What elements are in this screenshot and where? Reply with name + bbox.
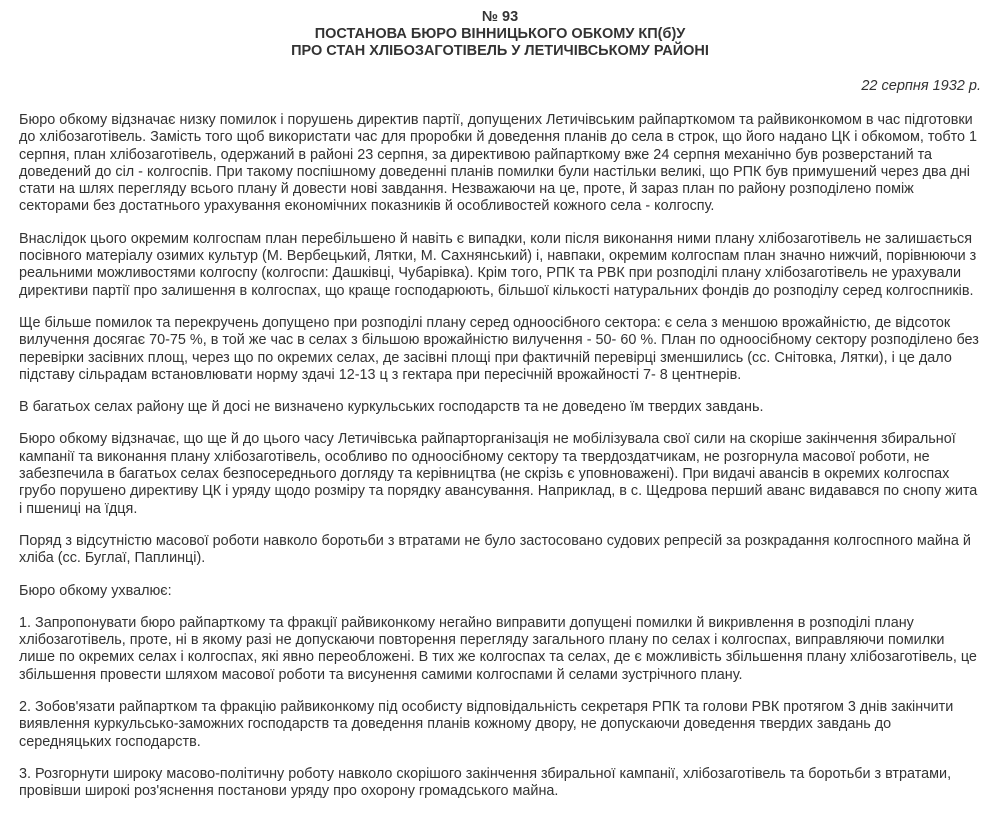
document-body xyxy=(19,112,981,801)
paragraph: Поряд з відсутністю масової роботи навколо боротьби з втратами не було застосовано судових репресій за розкрадання колгоспного майна й хліба (сс. Буглаї, Паплинці). xyxy=(19,532,971,567)
document-number: № 93 xyxy=(481,9,519,25)
paragraph: Внаслідок цього окремим колгоспам план перебільшено й навіть є випадки, коли після виконання ними плану хлібозаготівель не залишається посівного матеріалу озимих культур (М. Вербецький, Лятки, М. Сахнянський) і, навпаки, окремим колгоспам план значно нижчий, порівнюючи з реальними можливостями колгоспу (колгоспи: Дашківці, Чубарівка). Крім того, РПК та РВК при розподілі плану хлібозаготівель не урахували директиви партії про залишення в колгоспах, що краще господарюють, більшої кількості натуральних фондів до розподілу серед колгоспників. xyxy=(19,230,977,299)
document-date: 22 серпня 1932 р. xyxy=(861,78,981,94)
paragraph: 3. Розгорнути широку масово-політичну роботу навколо скорішого закінчення збиральної кампанії, хлібозаготівель та боротьби з втратами, провівши широкі роз'яснення постанови уряду про охорону громадського майна. xyxy=(19,765,952,800)
paragraph: 1. Запропонувати бюро райпарткому та фракції райвиконкому негайно виправити допущені помилки й викривлення в розподілі плану хлібозаготівель, проте, ні в якому разі не допускаючи повторення перегляду загального плану по селах і колгоспах, виправляючи помилки лише по окремих селах і колгоспах, які явно переобложені. В тих же колгоспах та селах, де є можливість збільшення плану хлібозаготівель, це збільшення провести шляхом масової роботи та висунення самими колгоспами й селами зустрічного плану. xyxy=(19,614,977,683)
document-title-line-2: ПРО СТАН ХЛІБОЗАГОТІВЕЛЬ У ЛЕТИЧІВСЬКОМУ РАЙОНІ xyxy=(291,43,709,59)
paragraph: В багатьох селах району ще й досі не визначено куркульських господарств та не доведено їм твердих завдань. xyxy=(19,399,764,416)
paragraph: Ще більше помилок та перекручень допущено при розподілі плану серед одноосібного сектора: є села з меншою врожайністю, де відсоток вилучення досягає 70-75 %, в той же час в селах з більшою врожайністю вилучення - 50- 60 %. План по одноосібному сектору розподілено без перевірки засівних площ, через що по окремих селах, де засівні площі при фактичній перевірці зменшились (сс. Снітовка, Лятки), і це дало підставу сільрадам встановлювати норму здачі 12-13 ц з гектара при пересічній врожайності 7- 8 центнерів. xyxy=(19,314,979,383)
paragraph: 2. Зобов'язати райпартком та фракцію райвиконкому під особисту відповідальність секретаря РПК та голови РВК протягом 3 днів закінчити виявлення куркульсько-заможних господарств та доведення планів кожному двору, не допускаючи доведення твердих завдань до середняцьких господарств. xyxy=(19,699,954,750)
document-title-line-1: ПОСТАНОВА БЮРО ВІННИЦЬКОГО ОБКОМУ КП(б)У xyxy=(314,26,686,42)
paragraph: Бюро обкому відзначає низку помилок і порушень директив партії, допущених Летичівським райпарткомом та райвиконкомом в час підготовки до хлібозаготівель. Замість того щоб використати час для проробки й доведення планів до села в строк, що його надано ЦК і обкомом, тобто 1 серпня, план хлібозаготівель, одержаний в районі 23 серпня, за директивою райпарткому вже 24 серпня механічно був розверстаний та доведений до сіл - колгоспів. При такому поспішному доведенні планів помилки були настільки великі, що РПК був примушений через два дні стати на шлях перегляду всього плану й довести нові завдання. Незважаючи на це, проте, й зараз план по району розподілено поміж секторами без достатнього урахування економічних показників й особливостей кожного села - колгоспу. xyxy=(19,112,978,215)
paragraph: Бюро обкому ухвалює: xyxy=(19,582,172,599)
document-header xyxy=(19,0,981,60)
paragraph: Бюро обкому відзначає, що ще й до цього часу Летичівська райпарторганізація не мобілізувала свої сили на скоріше закінчення збиральної кампанії та виконання плану хлібозаготівель, особливо по одноосібному сектору та твердоздатчикам, не розгорнула масової роботи, не забезпечила в багатьох селах безпосереднього догляду та керівництва (не скрізь є уповноважені). При видачі авансів в окремих колгоспах грубо порушено директиву ЦК і уряду щодо розміру та порядку авансування. Наприклад, в с. Щедрова перший аванс видавався по снопу жита і пшениці на їдця. xyxy=(19,431,978,517)
